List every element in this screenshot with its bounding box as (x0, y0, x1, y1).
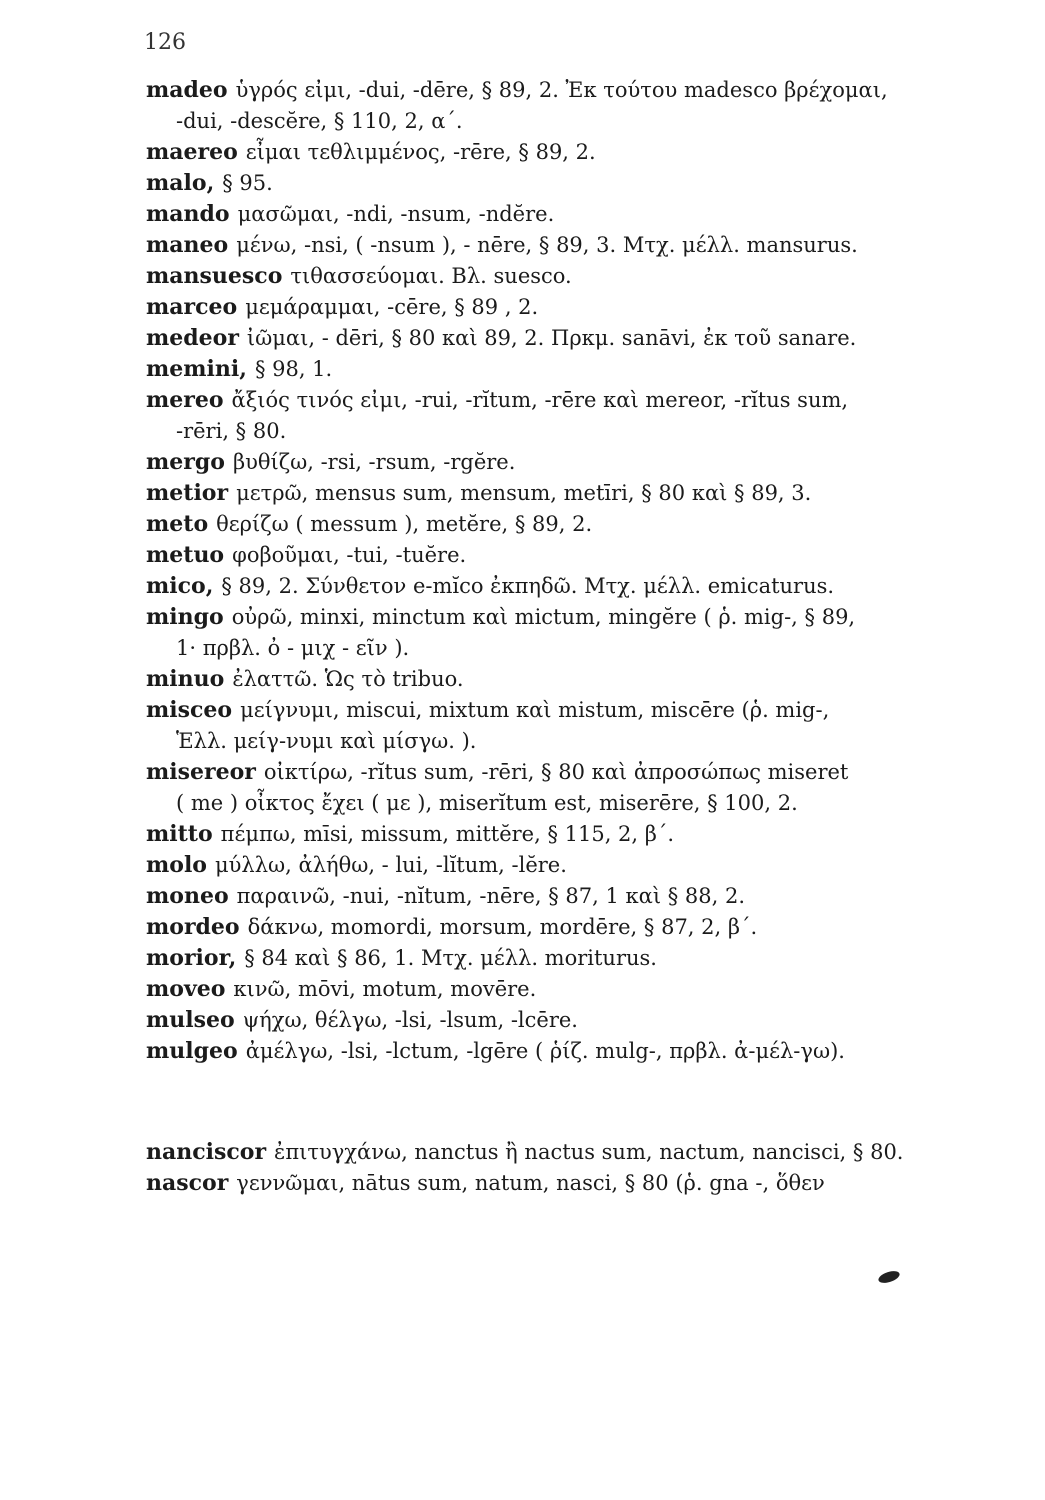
entry-continuation: -dui, -descĕre, § 110, 2, α΄. (176, 109, 463, 133)
dictionary-entry (146, 168, 1016, 199)
entry-definition: ἄξιός τινός εἰμι, -rui, -rĭtum, -rēre καὶ mereor, -rĭtus sum, (231, 388, 849, 412)
entry-continuation: Ἑλλ. μείγ-νυμι καὶ μίσγω. ). (176, 729, 477, 753)
entry-headword: mitto (146, 821, 213, 847)
entry-headword: mico, (146, 573, 214, 599)
ink-smudge (877, 1269, 901, 1285)
entry-definition: οὐρῶ, minxi, minctum καὶ mictum, mingĕre ( ῥ. mig-, § 89, (231, 605, 856, 629)
entry-headword: moveo (146, 976, 226, 1002)
dictionary-entry (146, 819, 1016, 850)
entry-headword: morior, (146, 945, 237, 971)
entry-headword: minuo (146, 666, 225, 692)
entry-headword: metuo (146, 542, 225, 568)
dictionary-entry (146, 354, 1016, 385)
entry-definition: μύλλω, ἀλήθω, - lui, -lĭtum, -lĕre. (214, 853, 567, 877)
dictionary-entry (146, 943, 1016, 974)
entry-headword: mereo (146, 387, 224, 413)
dictionary-entry (146, 447, 1016, 478)
dictionary-entry (146, 881, 1016, 912)
entry-headword: mulgeo (146, 1038, 238, 1064)
entry-headword: malo, (146, 170, 215, 196)
entry-definition: ἰῶμαι, - dēri, § 80 καὶ 89, 2. Πρκμ. sanāvi, ἐκ τοῦ sanare. (246, 326, 857, 350)
entry-definition: οἰκτίρω, -rĭtus sum, -rēri, § 80 καὶ ἀπροσώπως miseret (263, 760, 849, 784)
dictionary-entry (146, 137, 1016, 168)
entry-headword: metior (146, 480, 229, 506)
entry-definition: § 98, 1. (254, 357, 333, 381)
entry-definition: παραινῶ, -nui, -nĭtum, -nēre, § 87, 1 καὶ § 88, 2. (236, 884, 746, 908)
dictionary-entry (146, 850, 1016, 881)
dictionary-entry (146, 261, 1016, 292)
entry-definition: βυθίζω, -rsi, -rsum, -rgĕre. (232, 450, 516, 474)
entry-headword: mulseo (146, 1007, 235, 1033)
dictionary-entry (146, 230, 1016, 261)
entry-headword: marceo (146, 294, 238, 320)
dictionary-entry (146, 509, 1016, 540)
entry-definition: § 95. (222, 171, 273, 195)
entry-definition: γεννῶμαι, nātus sum, natum, nasci, § 80 (ῥ. gna -, ὅθεν (236, 1171, 825, 1195)
entry-definition: § 84 καὶ § 86, 1. Μτχ. μέλλ. moriturus. (244, 946, 657, 970)
entry-continuation: 1· πρβλ. ὀ - μιχ - εῖν ). (176, 636, 410, 660)
entry-definition: μεμάραμμαι, -cēre, § 89 , 2. (245, 295, 539, 319)
entry-headword: memini, (146, 356, 247, 382)
section-gap (146, 1067, 1016, 1137)
entry-headword: nanciscor (146, 1139, 267, 1165)
dictionary-entry (146, 540, 1016, 571)
dictionary-entry (146, 199, 1016, 230)
entry-headword: maereo (146, 139, 238, 165)
entry-definition: ἀμέλγω, -lsi, -lctum, -lgēre ( ῥίζ. mulg-, πρβλ. ἀ-μέλ-γω). (245, 1039, 845, 1063)
entry-headword: meto (146, 511, 209, 537)
entry-definition: μείγνυμι, miscui, mixtum καὶ mistum, miscēre (ῥ. mig-, (240, 698, 830, 722)
entry-definition: ἐλαττῶ. Ὡς τὸ tribuo. (232, 667, 464, 691)
entry-definition: ἐπιτυγχάνω, nanctus ἢ nactus sum, nactum, nancisci, § 80. (274, 1140, 904, 1164)
dictionary-entry (146, 757, 1016, 819)
dictionary-entries (146, 75, 1016, 1199)
entry-headword: moneo (146, 883, 229, 909)
page-number: 126 (144, 30, 186, 55)
dictionary-entry (146, 1005, 1016, 1036)
dictionary-entry (146, 571, 1016, 602)
dictionary-entry (146, 478, 1016, 509)
entry-headword: medeor (146, 325, 239, 351)
dictionary-entry (146, 292, 1016, 323)
entry-headword: misceo (146, 697, 233, 723)
entry-definition: μένω, -nsi, ( -nsum ), - nēre, § 89, 3. Μτχ. μέλλ. mansurus. (236, 233, 858, 257)
dictionary-entry (146, 323, 1016, 354)
entry-headword: mergo (146, 449, 225, 475)
entry-headword: mingo (146, 604, 224, 630)
dictionary-entry (146, 602, 1016, 664)
dictionary-entry (146, 385, 1016, 447)
entry-headword: misereor (146, 759, 256, 785)
entry-definition: κινῶ, mōvi, motum, movēre. (233, 977, 537, 1001)
dictionary-entry (146, 1168, 1016, 1199)
dictionary-entry (146, 75, 1016, 137)
entry-headword: mordeo (146, 914, 240, 940)
entry-continuation: -rēri, § 80. (176, 419, 287, 443)
entry-continuation: ( me ) οἶκτος ἔχει ( με ), miserĭtum est, miserēre, § 100, 2. (176, 791, 798, 815)
entry-headword: maneo (146, 232, 229, 258)
dictionary-entry (146, 1137, 1016, 1168)
entry-definition: θερίζω ( messum ), metĕre, § 89, 2. (216, 512, 593, 536)
entry-definition: φοβοῦμαι, -tui, -tuĕre. (232, 543, 467, 567)
entry-headword: mando (146, 201, 230, 227)
dictionary-entry (146, 664, 1016, 695)
entry-definition: μετρῶ, mensus sum, mensum, metīri, § 80 καὶ § 89, 3. (236, 481, 812, 505)
entry-headword: madeo (146, 77, 228, 103)
entry-headword: mansuesco (146, 263, 283, 289)
entry-definition: πέμπω, mīsi, missum, mittĕre, § 115, 2, β΄. (220, 822, 675, 846)
entry-definition: § 89, 2. Σύνθετον e-mĭco ἐκπηδῶ. Μτχ. μέλλ. emicaturus. (221, 574, 835, 598)
entry-definition: μασῶμαι, -ndi, -nsum, -ndĕre. (237, 202, 555, 226)
dictionary-entry (146, 695, 1016, 757)
entry-definition: ὑγρός εἰμι, -dui, -dēre, § 89, 2. Ἐκ τούτου madesco βρέχομαι, (235, 78, 888, 102)
entry-definition: τιθασσεύομαι. Βλ. suesco. (290, 264, 572, 288)
dictionary-entry (146, 912, 1016, 943)
entry-headword: molo (146, 852, 207, 878)
dictionary-entry (146, 1036, 1016, 1067)
entry-definition: ψήχω, θέλγω, -lsi, -lsum, -lcēre. (242, 1008, 578, 1032)
entry-definition: δάκνω, momordi, morsum, mordēre, § 87, 2, β΄. (247, 915, 758, 939)
dictionary-entry (146, 974, 1016, 1005)
entry-headword: nascor (146, 1170, 229, 1196)
entry-definition: εἶμαι τεθλιμμένος, -rēre, § 89, 2. (245, 140, 596, 164)
